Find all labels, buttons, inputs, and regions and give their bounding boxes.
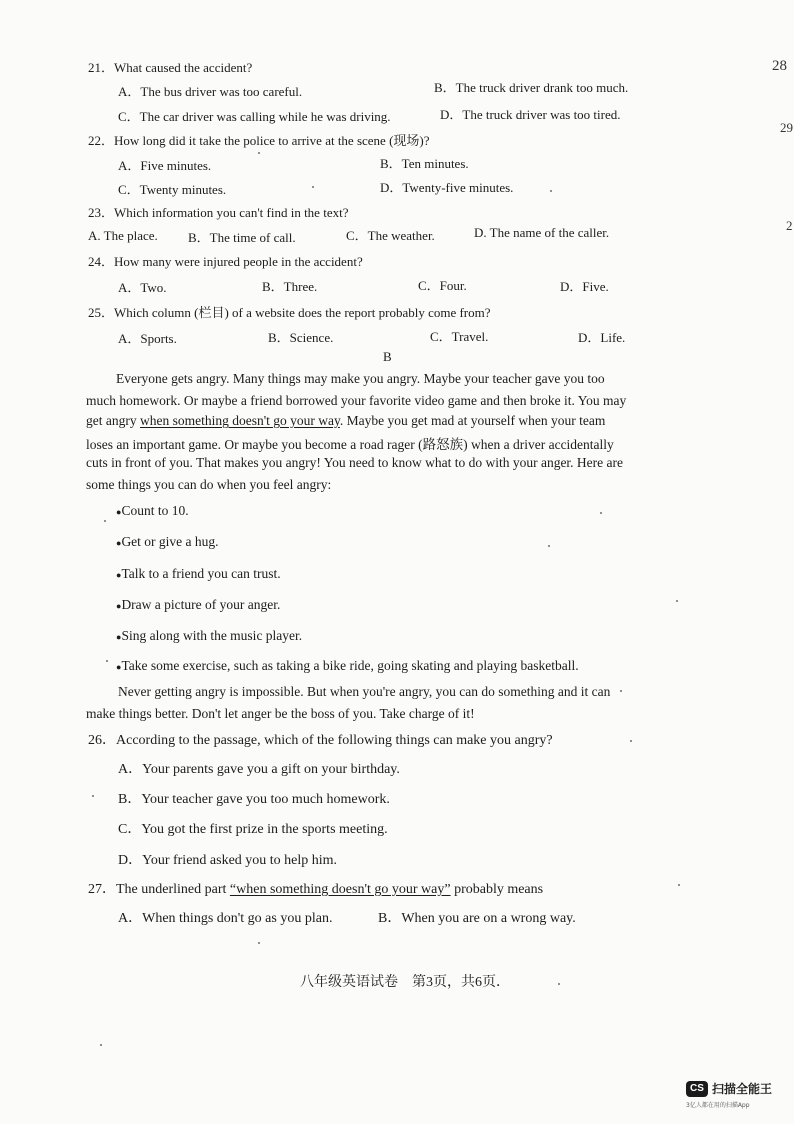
bullet-item — [116, 628, 302, 644]
bullet-item — [116, 503, 189, 519]
bullet-text: Get or give a hug. — [121, 534, 219, 549]
scanner-tagline: 3亿人都在用的扫描App — [686, 1102, 750, 1109]
question-22-stem: 22．How long did it take the police to arrive at the scene (现场)? — [88, 133, 430, 148]
scan-speck — [558, 983, 560, 985]
bullet-icon: ● — [116, 538, 122, 548]
bullet-text: Take some exercise, such as taking a bike ride, going skating and playing basketball. — [121, 658, 579, 673]
scanner-app-name: 扫描全能王 — [712, 1082, 773, 1096]
bullet-text: Draw a picture of your anger. — [121, 597, 281, 612]
q24-option-d: D．Five. — [560, 279, 609, 294]
scanner-logo-icon: CS — [686, 1081, 708, 1097]
q22-option-c: C．Twenty minutes. — [118, 182, 227, 197]
scan-speck — [678, 884, 680, 886]
q21-option-b: B．The truck driver drank too much. — [434, 80, 629, 95]
margin-fragment: 2 — [786, 218, 793, 233]
passage-text: get angry — [86, 413, 140, 428]
q22-option-b: B．Ten minutes. — [380, 156, 469, 171]
margin-fragment: 28 — [772, 58, 787, 74]
passage-line: make things better. Don't let anger be the boss of you. Take charge of it! — [86, 706, 475, 721]
q23-option-a: A. The place. — [88, 228, 158, 243]
q21-option-a: A．The bus driver was too careful. — [118, 84, 303, 99]
passage-line: much homework. Or maybe a friend borrowed your favorite video game and then broke it. You may — [86, 393, 627, 408]
scan-speck — [676, 600, 678, 602]
scan-speck — [106, 660, 108, 662]
question-25-stem: 25．Which column (栏目) of a website does the report probably come from? — [88, 305, 491, 320]
q23-option-d: D. The name of the caller. — [474, 225, 610, 240]
scan-speck — [600, 512, 602, 514]
q21-option-d: D．The truck driver was too tired. — [440, 107, 621, 122]
margin-fragment: 29 — [780, 120, 793, 135]
scan-speck — [312, 186, 314, 188]
question-24-stem: 24．How many were injured people in the accident? — [88, 254, 363, 269]
passage-line: Never getting angry is impossible. But when you're angry, you can do something and it can — [118, 684, 611, 699]
passage-line: loses an important game. Or maybe you become a road rager (路怒族) when a driver accidentally — [86, 437, 614, 452]
bullet-icon: ● — [116, 632, 122, 642]
scan-speck — [258, 152, 260, 154]
page-footer: 八年级英语试卷 第3页，共6页． — [300, 975, 510, 990]
passage-text: . Maybe you get mad at yourself when your team — [339, 413, 606, 428]
bullet-icon: ● — [116, 662, 122, 672]
q26-option-a: A．Your parents gave you a gift on your birthday. — [118, 762, 400, 777]
bullet-icon: ● — [116, 570, 122, 580]
question-23-stem: 23．Which information you can't find in the text? — [88, 205, 349, 220]
passage-line-with-underline — [86, 413, 605, 429]
q25-option-a: A．Sports. — [118, 331, 177, 346]
q26-option-d: D．Your friend asked you to help him. — [118, 853, 338, 868]
q23-option-c: C．The weather. — [346, 228, 435, 243]
bullet-item — [116, 658, 579, 674]
q24-option-a: A．Two. — [118, 280, 167, 295]
q25-option-d: D．Life. — [578, 330, 626, 345]
q27-option-b: B．When you are on a wrong way. — [378, 911, 576, 926]
bullet-text: Talk to a friend you can trust. — [121, 566, 281, 581]
q26-option-c: C．You got the first prize in the sports meeting. — [118, 822, 388, 837]
q21-option-c: C．The car driver was calling while he was driving. — [118, 109, 391, 124]
bullet-item — [116, 566, 281, 582]
q23-option-b: B．The time of call. — [188, 230, 296, 245]
scan-speck — [92, 795, 94, 797]
bullet-item — [116, 534, 219, 550]
bullet-text: Count to 10. — [121, 503, 189, 518]
section-heading: B — [383, 349, 392, 364]
q22-option-d: D．Twenty-five minutes. — [380, 180, 514, 195]
q25-option-c: C．Travel. — [430, 329, 489, 344]
underlined-phrase: “when something doesn't go your way” — [229, 882, 451, 897]
scan-speck — [104, 520, 106, 522]
underlined-phrase: when something doesn't go your way — [139, 413, 340, 428]
q24-option-c: C．Four. — [418, 278, 467, 293]
bullet-item — [116, 597, 280, 613]
question-21-stem: 21．What caused the accident? — [88, 60, 253, 75]
q24-option-b: B．Three. — [262, 279, 318, 294]
q25-option-b: B．Science. — [268, 330, 334, 345]
scan-speck — [258, 942, 260, 944]
q22-option-a: A．Five minutes. — [118, 158, 212, 173]
bullet-icon: ● — [116, 601, 122, 611]
question-27-stem — [88, 878, 543, 898]
scan-speck — [620, 690, 622, 692]
scan-speck — [548, 545, 550, 547]
scan-speck — [550, 190, 552, 192]
bullet-text: Sing along with the music player. — [121, 628, 303, 643]
q27-option-a: A．When things don't go as you plan. — [118, 911, 333, 926]
question-text: 27．The underlined part — [88, 882, 230, 897]
q26-option-b: B．Your teacher gave you too much homework. — [118, 792, 390, 807]
scan-speck — [630, 740, 632, 742]
passage-line: some things you can do when you feel angry: — [86, 477, 332, 492]
question-text: probably means — [450, 882, 544, 897]
passage-line: Everyone gets angry. Many things may make you angry. Maybe your teacher gave you too — [116, 371, 605, 386]
bullet-icon: ● — [116, 507, 122, 517]
question-26-stem: 26．According to the passage, which of the following things can make you angry? — [88, 733, 553, 748]
passage-line: cuts in front of you. That makes you angry! You need to know what to do with your anger. Here are — [86, 455, 624, 470]
scan-speck — [100, 1044, 102, 1046]
